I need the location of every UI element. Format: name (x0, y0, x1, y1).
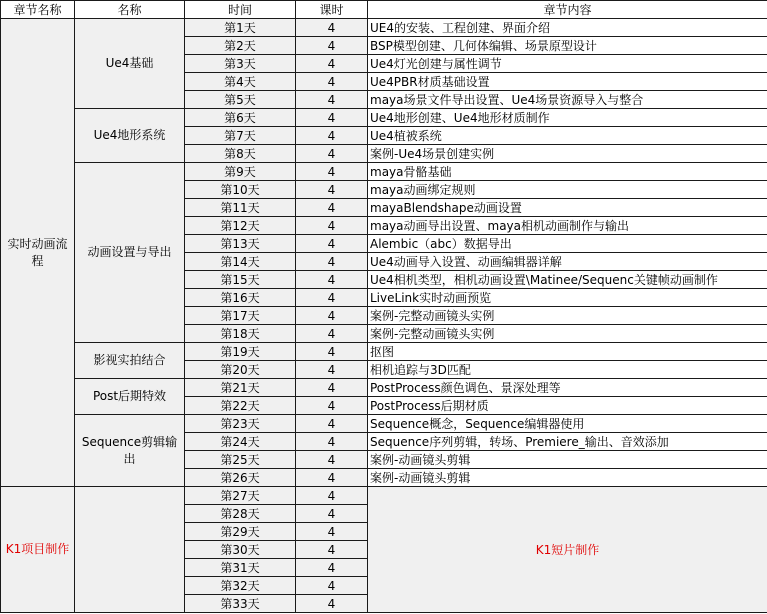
hours-cell: 4 (296, 253, 368, 271)
table-row (1, 415, 767, 433)
hours-cell: 4 (296, 127, 368, 145)
table-row (1, 163, 767, 181)
day-cell: 第16天 (185, 289, 296, 307)
hours-cell: 4 (296, 289, 368, 307)
content-cell: BSP模型创建、几何体编辑、场景原型设计 (368, 37, 767, 55)
hours-cell: 4 (296, 505, 368, 523)
content-cell: Ue4植被系统 (368, 127, 767, 145)
hours-cell: 4 (296, 325, 368, 343)
content-cell: Ue4动画导入设置、动画编辑器详解 (368, 253, 767, 271)
day-cell: 第20天 (185, 361, 296, 379)
day-cell: 第5天 (185, 91, 296, 109)
hours-cell: 4 (296, 307, 368, 325)
schedule-body (1, 19, 767, 613)
content-cell: LiveLink实时动画预览 (368, 289, 767, 307)
day-cell: 第28天 (185, 505, 296, 523)
content-cell: Alembic（abc）数据导出 (368, 235, 767, 253)
day-cell: 第4天 (185, 73, 296, 91)
hours-cell: 4 (296, 397, 368, 415)
table-row (1, 109, 767, 127)
content-cell: Ue4相机类型，相机动画设置\Matinee/Sequenc关键帧动画制作 (368, 271, 767, 289)
hours-cell: 4 (296, 19, 368, 37)
content-cell: UE4的安装、工程创建、界面介绍 (368, 19, 767, 37)
day-cell: 第14天 (185, 253, 296, 271)
module-cell: Sequence剪辑输出 (75, 415, 185, 487)
hours-cell: 4 (296, 145, 368, 163)
hours-cell: 4 (296, 523, 368, 541)
content-cell: 案例-完整动画镜头实例 (368, 325, 767, 343)
day-cell: 第19天 (185, 343, 296, 361)
day-cell: 第25天 (185, 451, 296, 469)
content-cell: 案例-动画镜头剪辑 (368, 469, 767, 487)
content-cell: Ue4灯光创建与属性调节 (368, 55, 767, 73)
hours-cell: 4 (296, 559, 368, 577)
header-content: 章节内容 (368, 1, 767, 19)
day-cell: 第11天 (185, 199, 296, 217)
hours-cell: 4 (296, 55, 368, 73)
day-cell: 第26天 (185, 469, 296, 487)
day-cell: 第8天 (185, 145, 296, 163)
hours-cell: 4 (296, 163, 368, 181)
hours-cell: 4 (296, 469, 368, 487)
day-cell: 第7天 (185, 127, 296, 145)
module-cell: 动画设置与导出 (75, 163, 185, 343)
hours-cell: 4 (296, 235, 368, 253)
header-hours: 课时 (296, 1, 368, 19)
header-module-name: 名称 (75, 1, 185, 19)
hours-cell: 4 (296, 595, 368, 613)
module-cell: Ue4基础 (75, 19, 185, 109)
hours-cell: 4 (296, 577, 368, 595)
table-row (1, 487, 767, 505)
hours-cell: 4 (296, 109, 368, 127)
hours-cell: 4 (296, 271, 368, 289)
content-cell: Ue4地形创建、Ue4地形材质制作 (368, 109, 767, 127)
chapter-cell: 实时动画流程 (1, 19, 75, 487)
day-cell: 第3天 (185, 55, 296, 73)
hours-cell: 4 (296, 415, 368, 433)
day-cell: 第29天 (185, 523, 296, 541)
hours-cell: 4 (296, 73, 368, 91)
module-cell: Post后期特效 (75, 379, 185, 415)
hours-cell: 4 (296, 361, 368, 379)
day-cell: 第24天 (185, 433, 296, 451)
content-cell: 案例-完整动画镜头实例 (368, 307, 767, 325)
content-cell: PostProcess颜色调色、景深处理等 (368, 379, 767, 397)
day-cell: 第2天 (185, 37, 296, 55)
day-cell: 第18天 (185, 325, 296, 343)
chapter-cell: K1项目制作 (1, 487, 75, 613)
day-cell: 第27天 (185, 487, 296, 505)
day-cell: 第6天 (185, 109, 296, 127)
day-cell: 第21天 (185, 379, 296, 397)
day-cell: 第32天 (185, 577, 296, 595)
header-row (1, 1, 767, 19)
content-cell: 相机追踪与3D匹配 (368, 361, 767, 379)
day-cell: 第23天 (185, 415, 296, 433)
content-cell: mayaBlendshape动画设置 (368, 199, 767, 217)
hours-cell: 4 (296, 433, 368, 451)
day-cell: 第31天 (185, 559, 296, 577)
hours-cell: 4 (296, 37, 368, 55)
content-cell: maya动画绑定规则 (368, 181, 767, 199)
hours-cell: 4 (296, 451, 368, 469)
header-time: 时间 (185, 1, 296, 19)
day-cell: 第1天 (185, 19, 296, 37)
day-cell: 第33天 (185, 595, 296, 613)
hours-cell: 4 (296, 343, 368, 361)
hours-cell: 4 (296, 379, 368, 397)
day-cell: 第17天 (185, 307, 296, 325)
content-cell: Ue4PBR材质基础设置 (368, 73, 767, 91)
hours-cell: 4 (296, 199, 368, 217)
content-cell: maya动画导出设置、maya相机动画制作与输出 (368, 217, 767, 235)
day-cell: 第9天 (185, 163, 296, 181)
hours-cell: 4 (296, 217, 368, 235)
day-cell: 第13天 (185, 235, 296, 253)
content-cell: maya场景文件导出设置、Ue4场景资源导入与整合 (368, 91, 767, 109)
day-cell: 第10天 (185, 181, 296, 199)
table-row (1, 379, 767, 397)
hours-cell: 4 (296, 181, 368, 199)
day-cell: 第30天 (185, 541, 296, 559)
content-cell: Sequence序列剪辑，转场、Premiere_输出、音效添加 (368, 433, 767, 451)
day-cell: 第22天 (185, 397, 296, 415)
day-cell: 第15天 (185, 271, 296, 289)
table-row (1, 19, 767, 37)
table-row (1, 343, 767, 361)
module-cell-empty (75, 487, 185, 613)
module-cell: 影视实拍结合 (75, 343, 185, 379)
header-chapter-name: 章节名称 (1, 1, 75, 19)
hours-cell: 4 (296, 487, 368, 505)
content-cell: 案例-动画镜头剪辑 (368, 451, 767, 469)
hours-cell: 4 (296, 91, 368, 109)
content-cell: 抠图 (368, 343, 767, 361)
hours-cell: 4 (296, 541, 368, 559)
content-cell: maya骨骼基础 (368, 163, 767, 181)
project-content-cell: K1短片制作 (368, 487, 767, 613)
content-cell: 案例-Ue4场景创建实例 (368, 145, 767, 163)
day-cell: 第12天 (185, 217, 296, 235)
content-cell: PostProcess后期材质 (368, 397, 767, 415)
module-cell: Ue4地形系统 (75, 109, 185, 163)
content-cell: Sequence概念，Sequence编辑器使用 (368, 415, 767, 433)
